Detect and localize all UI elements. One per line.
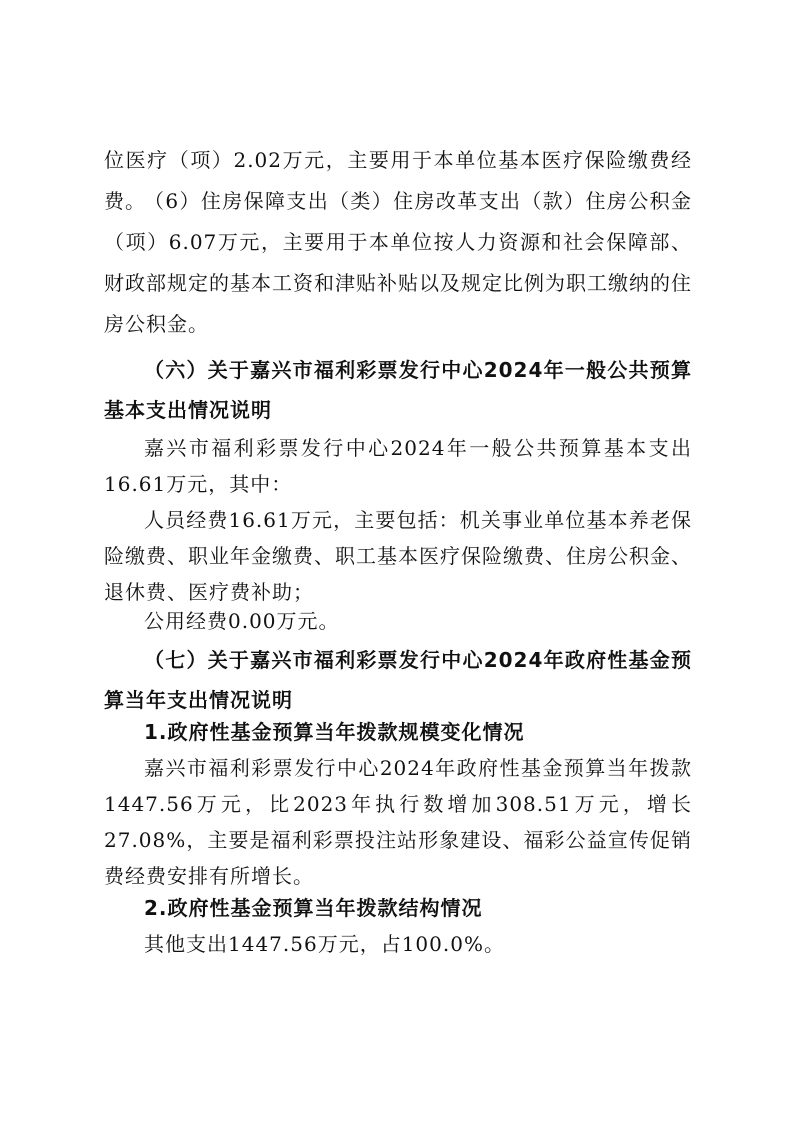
paragraph-fund-structure: 其他支出1447.56万元，占100.0%。 <box>144 932 505 956</box>
paragraph-basic-expenditure-total: 嘉兴市福利彩票发行中心2024年一般公共预算基本支出16.61万元，其中： <box>104 436 692 496</box>
paragraph-public-expense: 公用经费0.00万元。 <box>144 609 340 633</box>
paragraph-personnel-expense: 人员经费16.61万元，主要包括：机关事业单位基本养老保险缴费、职业年金缴费、职工基本医疗保险缴费、住房公积金、退休费、医疗费补助； <box>104 508 692 604</box>
paragraph-fund-scale-change: 嘉兴市福利彩票发行中心2024年政府性基金预算当年拨款1447.56万元，比2023年执行数增加308.51万元，增长27.08%，主要是福利彩票投注站形象建设、福彩公益宣传促销费经费安排有所增长。 <box>104 756 692 888</box>
heading-section-7: （七）关于嘉兴市福利彩票发行中心2024年政府性基金预算当年支出情况说明 <box>104 648 692 712</box>
heading-section-6: （六）关于嘉兴市福利彩票发行中心2024年一般公共预算基本支出情况说明 <box>104 358 692 422</box>
paragraph-housing-fund: （6）住房保障支出（类）住房改革支出（款）住房公积金（项）6.07万元，主要用于本单位按人力资源和社会保障部、财政部规定的基本工资和津贴补贴以及规定比例为职工缴纳的住房公积金。 <box>104 189 692 336</box>
heading-section-7-2: 2.政府性基金预算当年拨款结构情况 <box>144 896 483 920</box>
paragraph-medical-insurance-tail: 位医疗（项）2.02万元，主要用于本单位基本医疗保险缴费经费。 <box>104 148 692 213</box>
heading-section-7-1: 1.政府性基金预算当年拨款规模变化情况 <box>144 720 525 744</box>
